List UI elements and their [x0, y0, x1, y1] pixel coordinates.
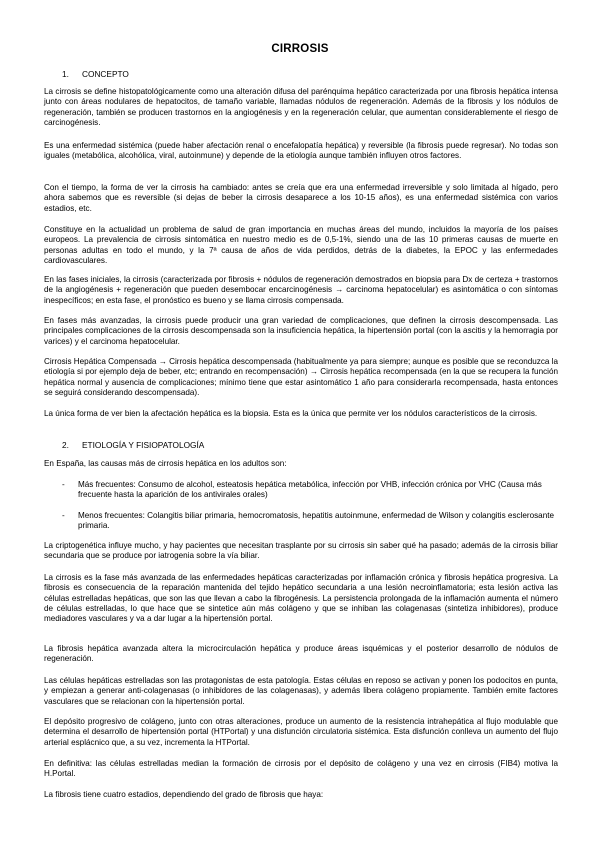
- section-heading-concepto: [62, 69, 129, 79]
- paragraph: La criptogenética influye mucho, y hay pacientes que necesitan trasplante por su cirrosis sin saber qué ha pasado; además de la cirrosis biliar secundaria que se produce por iatrogenia sobre la vía biliar.: [44, 541, 558, 561]
- paragraph: La fibrosis tiene cuatro estadios, dependiendo del grado de fibrosis que haya:: [44, 790, 324, 799]
- page-title: CIRROSIS: [271, 43, 329, 55]
- paragraph: En fases más avanzadas, la cirrosis puede producir una gran variedad de complicaciones, que definen la cirrosis descompensada. Las principales complicaciones de la cirrosis descompensada son la insuficiencia hepática, la hipertensión portal (con la ascitis y la hemorragia por varices) y el carcinoma hepatocelular.: [44, 316, 558, 346]
- paragraph: Cirrosis Hepática Compensada → Cirrosis hepática descompensada (habitualmente ya para siempre; aunque es posible que se reconduzca la etiología si por ejemplo deja de beber, etc; entrando en recompensación) → Cirrosis hepática recompensada (en la que se recupera la función hepática normal y ausencia de complicaciones; mínimo tiene que estar asintomático 1 año para considerarla recompensada, hasta entonces se seguirá considerando descompensada).: [44, 357, 558, 397]
- paragraph: En España, las causas más de cirrosis hepática en los adultos son:: [44, 459, 287, 468]
- section-number: 1.: [62, 69, 69, 79]
- paragraph: Con el tiempo, la forma de ver la cirrosis ha cambiado: antes se creía que era una enfermedad irreversible y solo limitada al hígado, pero ahora sabemos que es reversible (si dejas de beber la cirrosis desaparece a los 10-15 años), es una enfermedad sistémica con varios estadios, etc.: [44, 183, 558, 213]
- paragraph: La cirrosis se define histopatológicamente como una alteración difusa del parénquima hepático caracterizada por una fibrosis hepática intensa junto con áreas nodulares de hepatocitos, de tamaño variable, llamadas nódulos de regeneración. Además de la fibrosis y los nódulos de regeneración, también se producen trastornos en la angiogénesis y en la regeneración celular, que aumentan considerablemente el riesgo de carcinogénesis.: [44, 87, 558, 127]
- list-item-text: Más frecuentes: Consumo de alcohol, esteatosis hepática metabólica, infección por VHB, infección crónica por VHC (Causa más frecuente hasta la aparición de los antivirales orales): [78, 480, 542, 500]
- paragraph: Es una enfermedad sistémica (puede haber afectación renal o encefalopatía hepática) y reversible (la fibrosis puede regresar). No todas son iguales (metabólica, alcohólica, viral, autoinmune) y depende de la etiología aunque también influyen otros factores.: [44, 141, 558, 161]
- paragraph: La fibrosis hepática avanzada altera la microcirculación hepática y produce áreas isquémicas y el posterior desarrollo de nódulos de regeneración.: [44, 644, 558, 664]
- section-heading-etiologia: [62, 440, 204, 450]
- list-item-text: Menos frecuentes: Colangitis biliar primaria, hemocromatosis, hepatitis autoinmune, enfermedad de Wilson y colangitis esclerosante primaria.: [78, 511, 554, 531]
- paragraph: Constituye en la actualidad un problema de salud de gran importancia en muchas áreas del mundo, incluidos la mayoría de los países europeos. La prevalencia de cirrosis sintomática en nuestro medio es de 0,5-1%, siendo una de las 10 primeras causas de muerte en personas adultas en todo el mundo, y la 7ª causa de años de vida perdidos, detrás de la diabetes, la EPOC y las enfermedades cardiovasculares.: [44, 225, 558, 265]
- section-heading-text: ETIOLOGÍA Y FISIOPATOLOGÍA: [82, 440, 205, 450]
- bullet-marker: -: [62, 511, 65, 520]
- paragraph: El depósito progresivo de colágeno, junto con otras alteraciones, produce un aumento de la resistencia intrahepática al flujo modulable que determina el desarrollo de hipertensión portal (HTPortal) y una disfunción circulatoria sistémica. Esta disfunción conlleva un aumento del flujo arterial esplácnico que, a su vez, incrementa la HTPortal.: [44, 717, 558, 747]
- section-number: 2.: [62, 440, 69, 450]
- paragraph: La cirrosis es la fase más avanzada de las enfermedades hepáticas caracterizadas por inflamación crónica y fibrosis hepática progresiva. La fibrosis es consecuencia de la reparación mantenida del tejido hepático secundaria a una lesión necroinflamatoria; esta lesión activa las células estrelladas hepáticas, que son las que llevan a cabo la fibrogénesis. La persistencia prolongada de la inflamación aumenta el número de células estrelladas, lo que hace que se sintetice aún más colágeno y que se inhiban las colagenasas (sintetiza inhibidores), produce mediadores vasculares y va a dar lugar a la hipertensión portal.: [44, 573, 558, 624]
- paragraph: Las células hepáticas estrelladas son las protagonistas de esta patología. Estas células en reposo se activan y ponen los podocitos en punta, y empiezan a generar anti-colagenasas (o inhibidores de las colagenasas), y además libera colágeno propiamente. También emite factores vasculares que se relacionan con la hipertensión portal.: [44, 676, 558, 706]
- paragraph: En definitiva: las células estrelladas median la formación de cirrosis por el depósito de colágeno y una vez en cirrosis (FIB4) motiva la H.Portal.: [44, 759, 558, 779]
- paragraph: La única forma de ver bien la afectación hepática es la biopsia. Esta es la única que permite ver los nódulos característicos de la cirrosis.: [44, 409, 538, 418]
- paragraph: En las fases iniciales, la cirrosis (caracterizada por fibrosis + nódulos de regeneración demostrados en biopsia para Dx de certeza + trastornos de la angiogénesis + regeneración que pueden desembocar encarcinogénesis → carcinoma hepatocelular) es asintomática o con síntomas inespecíficos; en esta fase, el pronóstico es bueno y se llama cirrosis compensada.: [44, 275, 558, 305]
- bullet-marker: -: [62, 480, 65, 489]
- section-heading-text: CONCEPTO: [82, 69, 129, 79]
